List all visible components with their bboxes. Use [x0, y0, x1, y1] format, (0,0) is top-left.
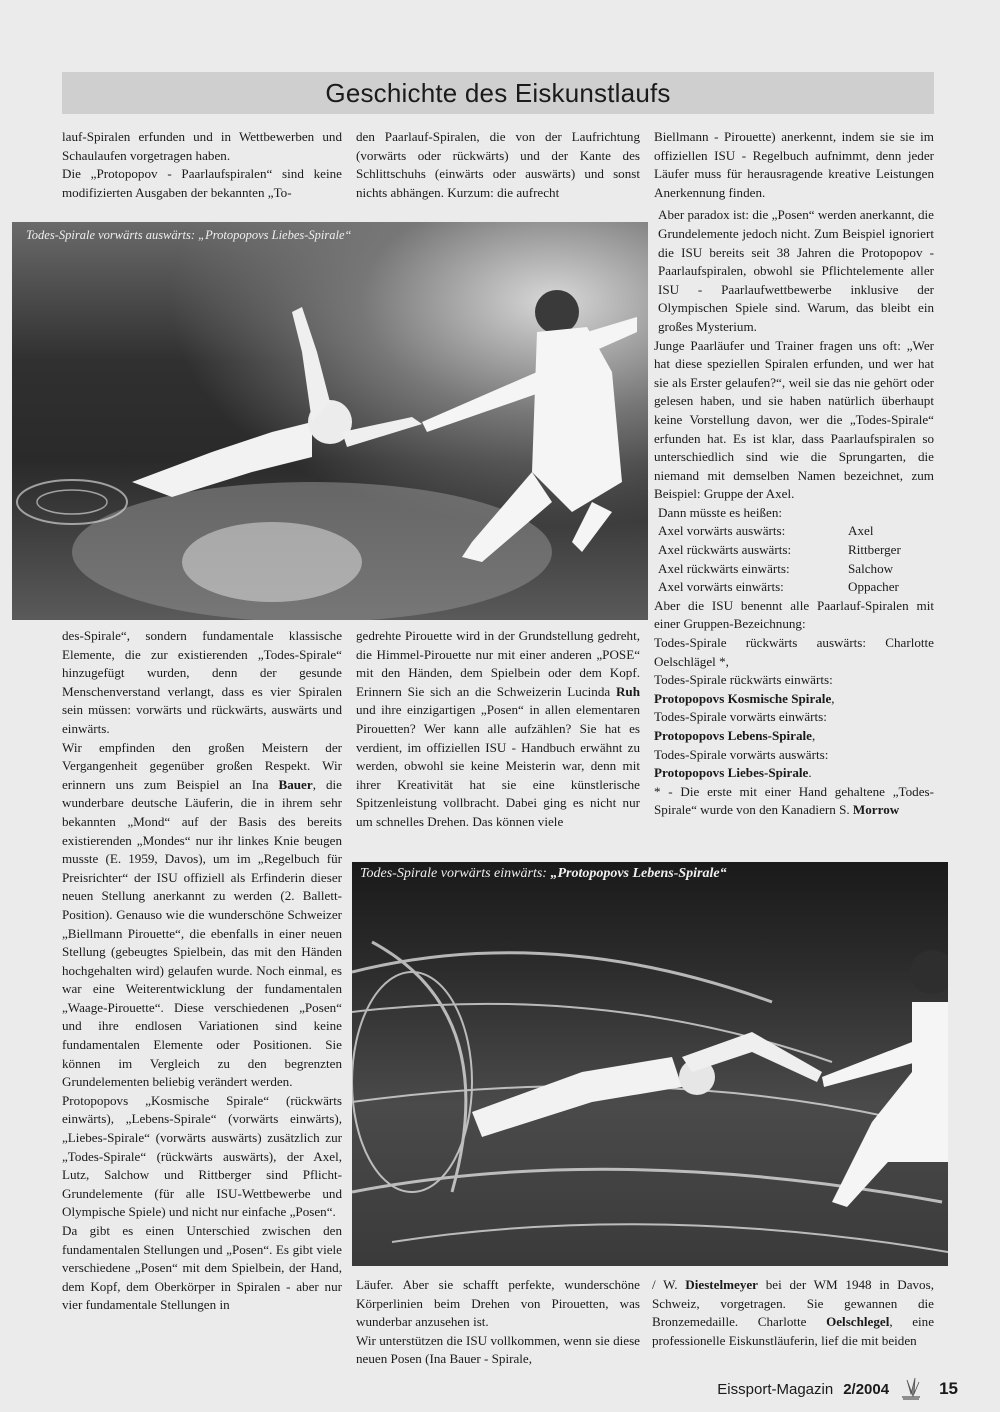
photo-caption: Todes-Spirale vorwärts auswärts: „Protopopovs Liebes-Spirale“	[26, 228, 352, 242]
bold-name: Ruh	[615, 683, 640, 699]
column-3-bottom	[652, 1276, 934, 1350]
skaters-illustration	[352, 862, 948, 1266]
table-cell: Salchow	[848, 560, 894, 576]
bold-name: Bauer	[278, 776, 313, 792]
bold-term: Protopopovs Kosmische Spirale	[654, 690, 832, 706]
footnote	[654, 783, 934, 820]
issue-number: 2/2004	[843, 1380, 890, 1398]
paragraph: Junge Paarläufer und Trainer fragen uns oft: „Wer hat diese speziellen Spiralen erfunden, und wer hat sie als Erster gelaufen?“, weil sie das nie gehört oder gelesen haben, und sie haben natürlich überhaupt keine Vorstellung davon, wer die „Todes-Spirale“ erfunden hat. Es ist klar, dass Paarlaufspiralen so unterschiedlich sind wie die Sprungarten, die niemand mit demselben Namen bezeichnet, zum Beispiel: Gruppe der Axel.	[654, 337, 934, 502]
paragraph: Da gibt es einen Unterschied zwischen den fundamentalen Stellungen und „Posen“. Es gibt viele verschiedene „Posen“ mit dem Spielbein, der Hand, dem Kopf, dem Oberkörper in Spiralen - aber nur vier fundamentale Stellungen in	[62, 1223, 342, 1313]
page-footer	[717, 1376, 958, 1402]
column-2-top	[356, 128, 640, 202]
paragraph: Biellmann - Pirouette) anerkennt, indem sie sie im offiziellen ISU - Regelbuch aufnimmt, denn jeder Läufer muss für herausragende kreative Leistungen Anerkennung finden.	[654, 129, 934, 200]
table-cell: Axel	[848, 523, 874, 539]
column-2-middle	[356, 627, 640, 832]
table-cell: Axel rückwärts auswärts:	[658, 542, 792, 558]
paragraph-text: gedrehte Pirouette wird in der Grundstellung gedreht, die Himmel-Pirouette nur mit einer anderen „POSE“ mit den Händen, dem Spielbein oder dem Kopf. Erinnern Sie sich an die Schweizerin Lucinda	[356, 628, 640, 699]
paragraph: Dann müsste es heißen:	[658, 504, 783, 520]
table-cell: Axel rückwärts einwärts:	[658, 560, 790, 576]
paragraph	[652, 1276, 934, 1350]
paragraph: Die „Protopopov - Paarlaufspiralen“ sind keine modifizierten Ausgaben der bekannten „To-	[62, 166, 342, 200]
caption-bold: „Protopopovs Lebens-Spirale“	[550, 866, 727, 881]
header-band	[62, 72, 934, 114]
paragraph-text: und ihre einzigartigen „Posen“ in allen elementaren Pirouetten? Wer kann alle aufzählen? Sie hat es verdient, im offiziellen ISU - Handbuch erwähnt zu werden, obwohl sie keine Meisterin war, denn mit ihrer Kreativität hat sie eine künstlerische Spitzenleistung vollbracht. Dabei ging es nicht nur um schnelles Drehen. Das können viele	[356, 702, 640, 829]
axel-jump-table	[654, 522, 934, 596]
paragraph: Läufer. Aber sie schafft perfekte, wunderschöne Körperlinien beim Drehen von Pirouetten, was wunderbar anzusehen ist.	[356, 1277, 640, 1330]
paragraph: Aber die ISU benennt alle Paarlauf-Spiralen mit einer Gruppen-Bezeichnung:	[654, 597, 934, 632]
skaters-illustration	[12, 222, 648, 620]
paragraph: Protopopovs „Kosmische Spirale“ (rückwärts einwärts), „Lebens-Spirale“ (vorwärts einwärts), „Liebes-Spirale“ (vorwärts auswärts) zusätzlich zur „Todes-Spirale“ (rückwärts auswärts), der Axel, Lutz, Salchow und Rittberger sind Pflicht-Grundelemente (für alle ISU-Wettbewerbe und Olympische Spiele) und nicht nur einfache „Posen“.	[62, 1092, 342, 1220]
page-number: 15	[939, 1379, 958, 1398]
paragraph: Todes-Spirale vorwärts einwärts:	[654, 709, 827, 725]
bold-term: Morrow	[852, 802, 900, 818]
bold-name: Diestelmeyer	[685, 1277, 758, 1292]
table-cell: Oppacher	[848, 579, 899, 595]
paragraph-text: Wir empfinden den großen Meistern der Vergangenheit gegenüber großen Respekt. Wir erinnern uns zum Beispiel an Ina	[62, 739, 342, 792]
bold-term: Protopopovs Liebes-Spirale	[654, 765, 809, 781]
paragraph-text: bei der WM 1948 in Davos, Schweiz, vorgetragen. Sie gewannen die Bronzemedaille. Charlotte	[652, 1277, 934, 1330]
column-3-top	[654, 128, 934, 820]
caption-text: Todes-Spirale vorwärts einwärts:	[360, 866, 551, 881]
photo-lebens-spirale	[352, 862, 948, 1266]
column-2-bottom	[356, 1276, 640, 1369]
paragraph-text: , eine professionelle Eiskunstläuferin, lief die mit beiden	[652, 1314, 935, 1348]
paragraph: Aber paradox ist: die „Posen“ werden anerkannt, die Grundelemente jedoch nicht. Zum Beispiel ignoriert die ISU bereits seit 38 Jahren die Protopopov - Paarlaufspiralen, obwohl sie Pflichtelemente aller ISU - Paarlaufwettbewerbe inklusive der Olympischen Spiele sind. Warum, das bleibt ein großes Mysterium.	[658, 207, 934, 334]
paragraph: Protopopovs Lebens-Spirale,	[654, 728, 816, 743]
footnote-text: * - Die erste mit einer Hand gehaltene „Todes-Spirale“ wurde von den Kanadiern S.	[654, 783, 934, 818]
table-cell: Axel vorwärts einwärts:	[658, 579, 784, 595]
bold-name: Oelschlegel	[826, 1314, 890, 1330]
paragraph: Protopopovs Kosmische Spirale,	[654, 690, 835, 706]
paragraph: Protopopovs Liebes-Spirale.	[654, 765, 812, 781]
photo-caption	[360, 866, 727, 882]
table-cell: Axel vorwärts auswärts:	[658, 523, 786, 539]
paragraph: Todes-Spirale rückwärts auswärts: Charlotte Oelschlägel *,	[654, 635, 934, 669]
paragraph: Todes-Spirale rückwärts einwärts:	[654, 672, 833, 688]
paragraph: Todes-Spirale vorwärts auswärts:	[654, 746, 829, 762]
paragraph: Wir unterstützen die ISU vollkommen, wenn sie diese neuen Posen (Ina Bauer - Spirale,	[356, 1332, 640, 1367]
page-title: Geschichte des Eiskunstlaufs	[325, 77, 671, 108]
bold-term: Protopopovs Lebens-Spirale	[654, 728, 812, 743]
column-1-top	[62, 128, 342, 202]
skate-logo-icon	[899, 1376, 923, 1402]
paragraph: lauf-Spiralen erfunden und in Wettbewerben und Schaulaufen vorgetragen haben.	[62, 129, 342, 163]
table-cell: Rittberger	[848, 542, 901, 558]
paragraph-text: , die wunderbare deutsche Läuferin, die in ihrem sehr bekannten „Mond“ auf der Basis des bereits existierenden „Mondes“ nur ihr linkes Knie beugen musste (E. 1959, Davos), um im „Regelbuch für Preisrichter“ der ISU offiziell als Erfinderin dieser neuen Stellung anerkannt zu werden (2. Ballett-Position). Genauso wie die wunderschöne Schweizer „Biellmann Pirouette“, die ebenfalls in einer neuen Stellung (gebeugtes Spielbein, das mit den Händen hochgehalten wird) gelaufen wurde. Noch einmal, es war eine Weiterentwicklung der fundamentalen „Waage-Pirouette“. Diese verschiedenen „Posen“ und ihre endlosen Variationen sind keine fundamentalen Elemente oder Positionen. Sie können im Vergleich zu den begrenzten Grundelementen beliebig verändert werden.	[62, 776, 342, 1090]
paragraph-text: / W.	[652, 1277, 686, 1292]
column-1-middle	[62, 627, 342, 1315]
paragraph	[356, 627, 640, 832]
photo-liebes-spirale	[12, 222, 648, 620]
paragraph: den Paarlauf-Spiralen, die von der Laufrichtung (vorwärts oder rückwärts) und der Kante des Schlittschuhs (einwärts oder auswärts) und sonst nichts abhängen. Kurzum: die aufrecht	[356, 129, 640, 200]
paragraph	[62, 739, 342, 1092]
magazine-name: Eissport-Magazin	[717, 1380, 834, 1398]
paragraph: des-Spirale“, sondern fundamentale klassische Elemente, die zur existierenden „Todes-Spirale“ hinzugefügt wurden, denn der gesunde Menschenverstand verlangt, dass es vier Spiralen sein müssen: vorwärts und rückwärts, auswärts und einwärts.	[62, 628, 342, 736]
